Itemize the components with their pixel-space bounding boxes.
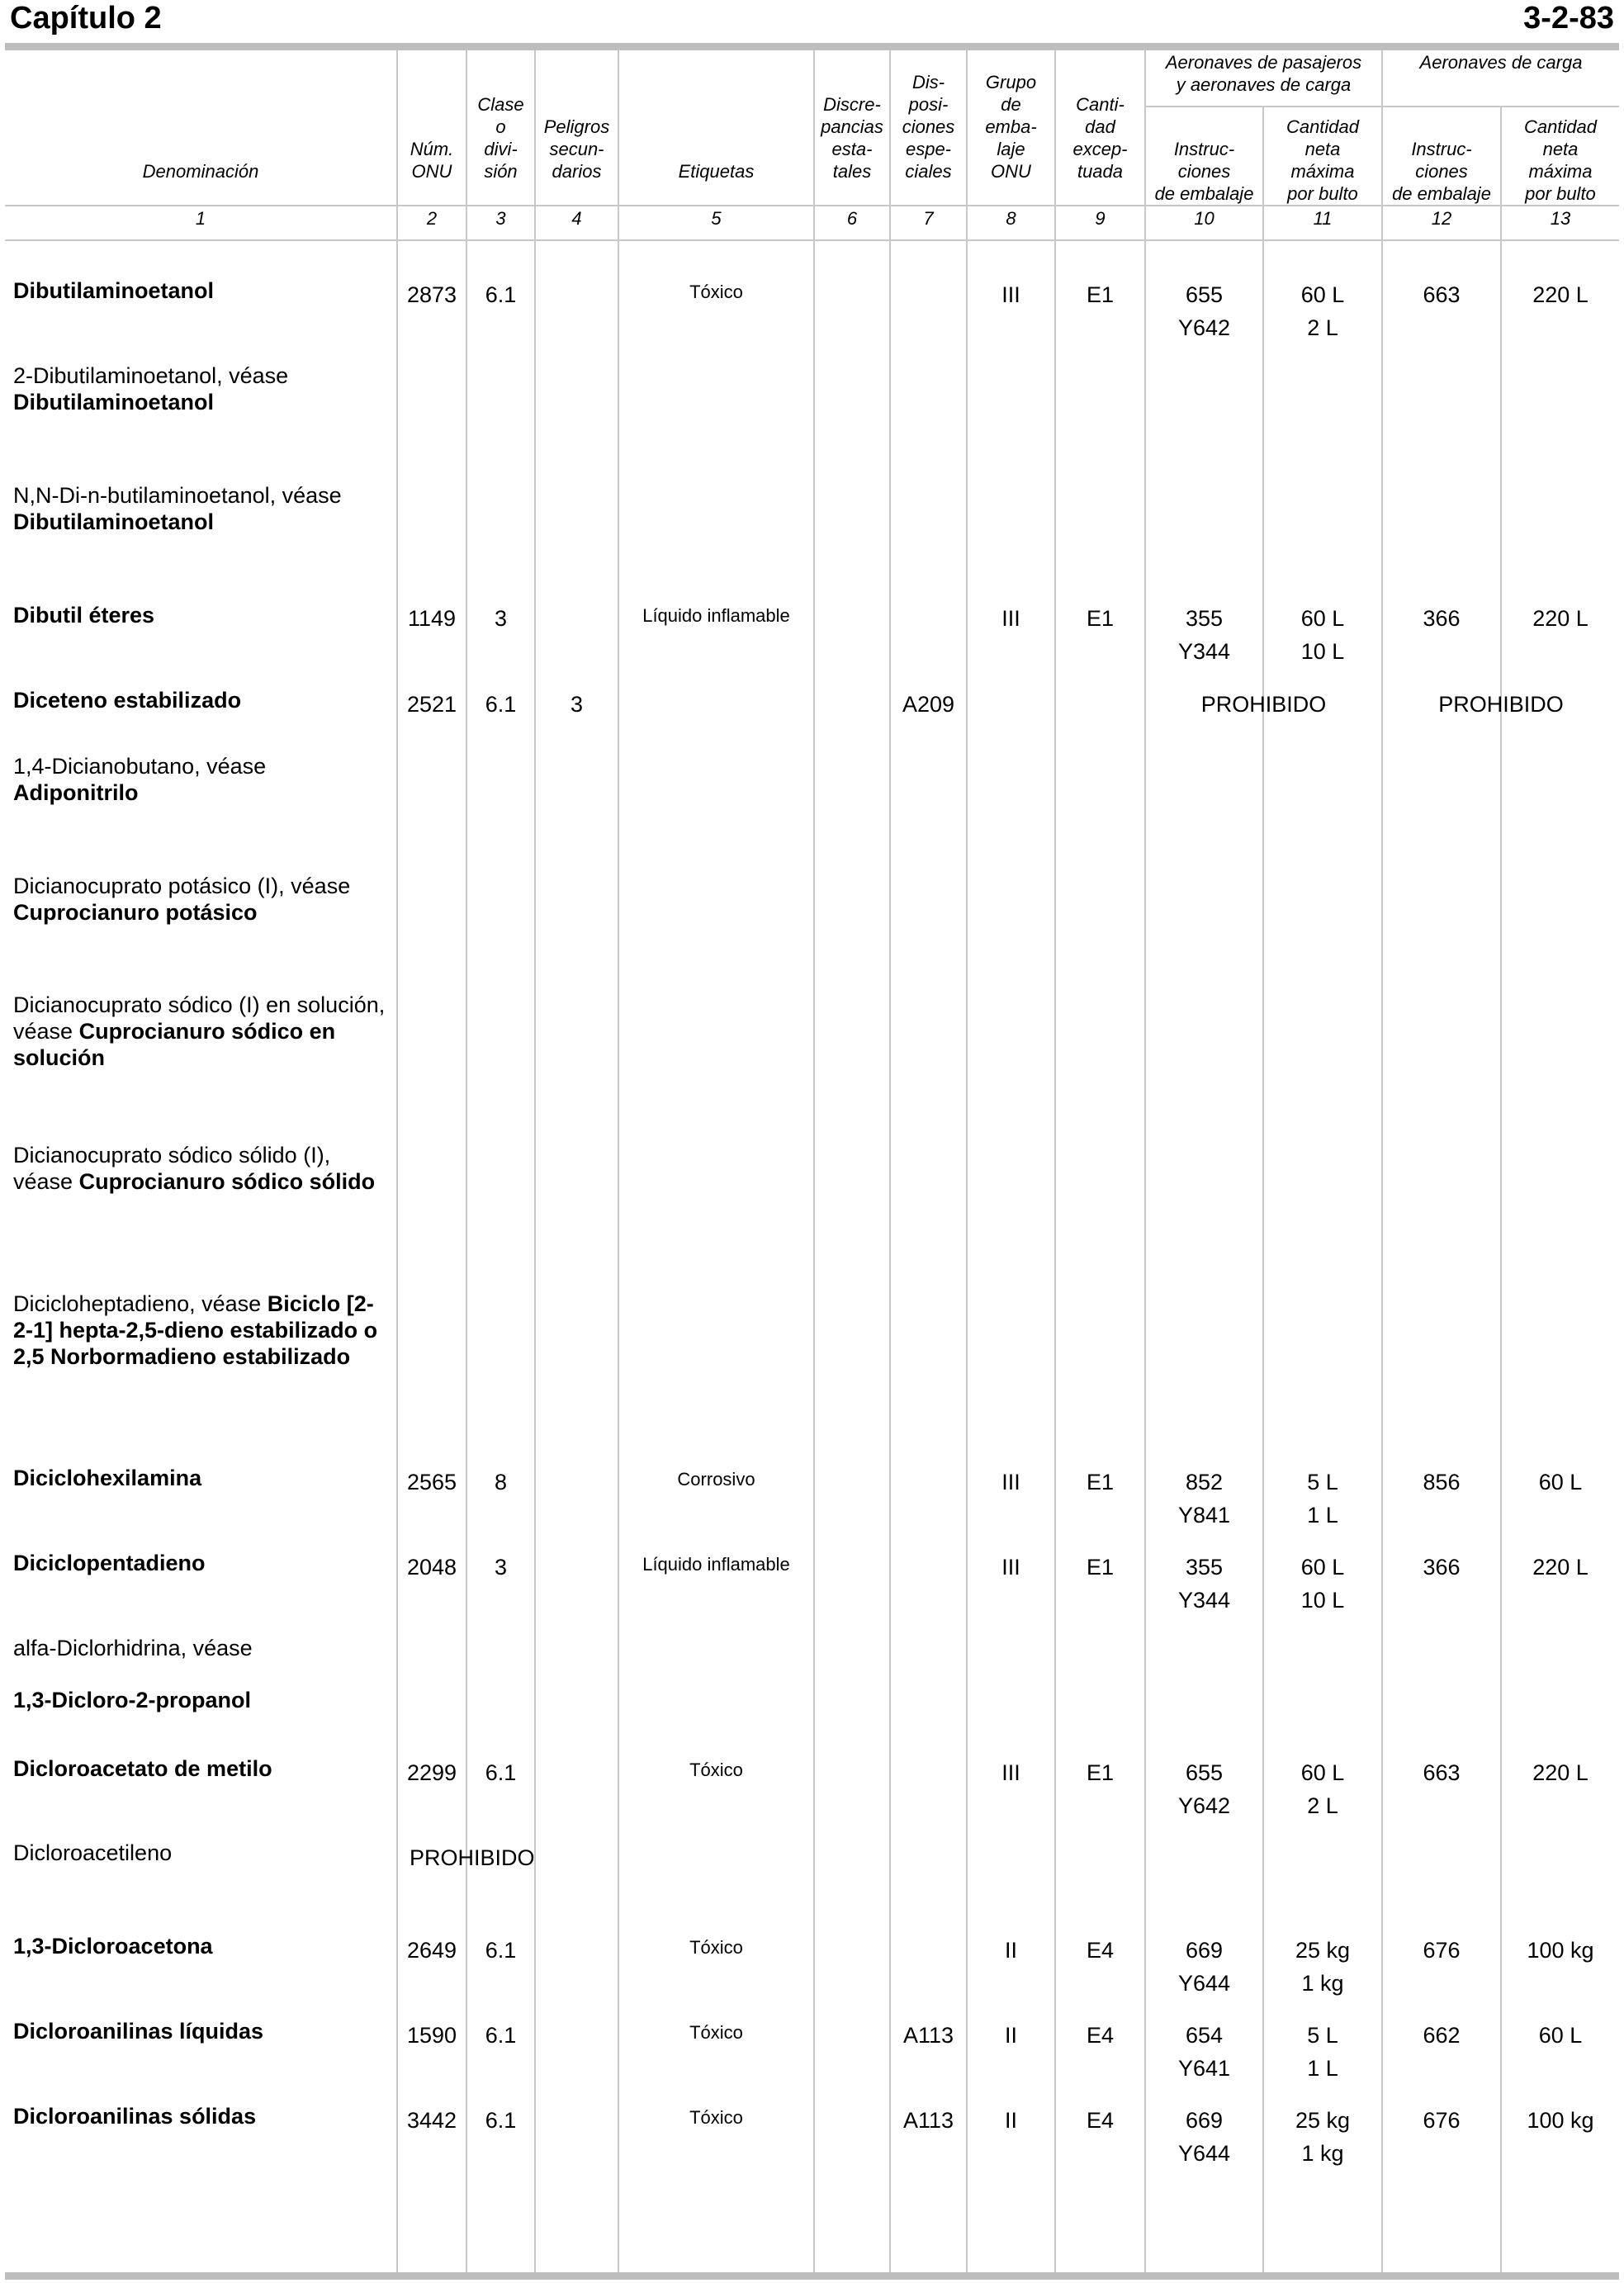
col-header-etiquetas: Etiquetas <box>678 161 755 182</box>
cell-class: 6.1 <box>485 2023 517 2048</box>
table-row: 1,4-Dicianobutano, véase Adiponitrilo <box>13 754 267 805</box>
cell-qty-cao: 220 L <box>1532 1760 1588 1785</box>
cell-packing-group: II <box>1004 2108 1017 2133</box>
cell-special-provisions: A113 <box>902 2108 954 2133</box>
cell-qty-cao: 100 kg <box>1527 2108 1594 2133</box>
page-header <box>10 0 1614 46</box>
col-number: 10 <box>1194 208 1214 229</box>
col-header-instrucciones-pax: Instruc- ciones de embalaje <box>1154 139 1254 204</box>
cell-packing-group: II <box>1004 2023 1017 2048</box>
cell-excepted-qty: E1 <box>1086 606 1115 631</box>
cell-pi-cao: 366 <box>1423 1555 1461 1580</box>
cell-qty-cao: 220 L <box>1532 282 1588 307</box>
col-header-discrepancias: Discre- pancias esta- tales <box>821 94 883 182</box>
col-header-denominacion: Denominación <box>142 161 259 182</box>
cell-qty-pax: 25 kg 1 kg <box>1295 2108 1351 2166</box>
cell-packing-group: III <box>1001 1760 1020 1785</box>
cell-class: 6.1 <box>485 1760 517 1785</box>
cell-packing-group: III <box>1001 1470 1020 1494</box>
cell-packing-group: III <box>1001 1555 1020 1580</box>
cell-qty-pax: 5 L 1 L <box>1307 1470 1338 1528</box>
cell-pi-pax: 655 Y642 <box>1177 282 1231 340</box>
cell-qty-pax: 60 L 2 L <box>1300 282 1345 340</box>
col-number: 5 <box>711 208 722 229</box>
cell-class: 3 <box>494 606 508 631</box>
cell-un: 3442 <box>406 2108 457 2133</box>
col-number: 11 <box>1313 208 1333 229</box>
table-row: Dicianocuprato sódico (I) en solución, véase Cuprocianuro sódico en solución <box>13 992 386 1070</box>
col-number: 12 <box>1431 208 1452 229</box>
cell-label: Tóxico <box>689 1760 743 1780</box>
cell-special-provisions: A113 <box>902 2023 954 2048</box>
cell-pi-pax: 669 Y644 <box>1177 2108 1231 2166</box>
table-row: 2-Dibutilaminoetanol, véase Dibutilaminoetanol <box>13 363 289 414</box>
cell-un: 1590 <box>406 2023 457 2048</box>
cell-class: 6.1 <box>485 282 517 307</box>
table-row: Dicloroanilinas líquidas <box>13 2019 264 2044</box>
cell-label: Tóxico <box>689 2022 743 2043</box>
page-number: 3-2-83 <box>1523 1 1614 36</box>
col-header-clase: Clase o divi- sión <box>477 94 524 182</box>
table-row: Dicloroanilinas sólidas <box>13 2104 257 2129</box>
cell-excepted-qty: E4 <box>1086 2108 1115 2133</box>
cell-un: 2649 <box>406 1938 457 1963</box>
cell-qty-cao: 100 kg <box>1527 1938 1594 1963</box>
col-number: 6 <box>846 208 858 229</box>
table-row: 1,3-Dicloroacetona <box>13 1934 213 1959</box>
cell-qty-cao: 220 L <box>1532 1555 1588 1580</box>
group-header-carga: Aeronaves de carga <box>1419 52 1583 73</box>
table-row: Dicloroacetileno <box>13 1840 173 1865</box>
cell-label: Tóxico <box>689 282 743 302</box>
cell-row-prohibited: PROHIBIDO <box>410 1845 535 1870</box>
cell-special-provisions: A209 <box>902 692 955 717</box>
cell-qty-pax: 60 L 10 L <box>1300 1555 1345 1613</box>
cell-class: 3 <box>494 1555 508 1580</box>
group-header-pasajeros: Aeronaves de pasajeros y aeronaves de carga <box>1165 52 1362 95</box>
table-row: Diciclopentadieno <box>13 1551 206 1575</box>
table-row-continuation: 1,3-Dicloro-2-propanol <box>13 1688 252 1712</box>
col-number: 4 <box>571 208 582 229</box>
cell-un: 2521 <box>406 692 457 717</box>
cell-pi-cao: 676 <box>1423 1938 1461 1963</box>
cell-un: 1149 <box>407 606 457 631</box>
col-number: 1 <box>195 208 206 229</box>
cell-pi-cao: 676 <box>1423 2108 1461 2133</box>
cell-qty-cao: 60 L <box>1538 1470 1583 1494</box>
col-line-3 <box>534 50 536 2272</box>
col-line-5 <box>813 50 815 2272</box>
cell-excepted-qty: E4 <box>1086 1938 1115 1963</box>
cell-excepted-qty: E1 <box>1086 1555 1115 1580</box>
col-header-grupo: Grupo de emba- laje ONU <box>985 72 1037 182</box>
cell-packing-group: III <box>1001 606 1020 631</box>
cell-packing-group: III <box>1001 282 1020 307</box>
cell-class: 6.1 <box>485 1938 517 1963</box>
cell-pi-pax: 355 Y344 <box>1177 606 1231 664</box>
cell-packing-group: II <box>1004 1938 1017 1963</box>
chapter-title: Capítulo 2 <box>10 1 162 36</box>
table-row: Dicloroacetato de metilo <box>13 1756 272 1781</box>
column-number-divider <box>5 239 1619 241</box>
cell-label: Tóxico <box>689 2107 743 2128</box>
cell-label: Corrosivo <box>677 1469 755 1490</box>
col-line-6 <box>889 50 891 2272</box>
table-row: Dibutil éteres <box>13 603 155 628</box>
cell-label: Líquido inflamable <box>642 605 790 626</box>
cell-qty-cao: 60 L <box>1538 2023 1583 2048</box>
col-header-cantidad-pax: Cantidad neta máxima por bulto <box>1285 116 1360 204</box>
cell-pi-cao: 662 <box>1423 2023 1461 2048</box>
cell-pi-pax: 355 Y344 <box>1177 1555 1231 1613</box>
cell-excepted-qty: E1 <box>1086 1760 1115 1785</box>
cell-class: 6.1 <box>485 692 517 717</box>
cell-qty-pax: 25 kg 1 kg <box>1295 1938 1351 1996</box>
cell-qty-pax: 60 L 2 L <box>1300 1760 1345 1818</box>
cell-un: 2873 <box>406 282 457 307</box>
cell-excepted-qty: E1 <box>1086 1470 1115 1494</box>
col-number: 7 <box>923 208 934 229</box>
cell-un: 2048 <box>406 1555 457 1580</box>
col-header-disposiciones: Dis- posi- ciones espe- ciales <box>902 72 955 182</box>
cell-class: 8 <box>494 1470 508 1494</box>
cell-pi-cao: 663 <box>1423 282 1461 307</box>
col-number: 8 <box>1006 208 1016 229</box>
cell-pi-pax: 654 Y641 <box>1177 2023 1231 2081</box>
cell-pi-pax: 669 Y644 <box>1177 1938 1231 1996</box>
col-header-cantidad-exceptuada: Canti- dad excep- tuada <box>1072 94 1128 182</box>
cell-cao-prohibited: PROHIBIDO <box>1438 692 1564 717</box>
cell-pi-cao: 663 <box>1423 1760 1461 1785</box>
cell-un: 2565 <box>406 1470 457 1494</box>
col-number: 3 <box>495 208 506 229</box>
top-rule <box>5 43 1619 50</box>
bottom-rule <box>5 2272 1619 2280</box>
cell-pi-pax: 852 Y841 <box>1177 1470 1231 1528</box>
table-row: N,N-Di-n-butilaminoetanol, véase Dibutilaminoetanol <box>13 483 342 534</box>
cell-label: Tóxico <box>689 1937 743 1958</box>
cell-un: 2299 <box>406 1760 457 1785</box>
table-row: Dicianocuprato potásico (I), véase Cuprocianuro potásico <box>13 874 351 925</box>
cell-pi-cao: 366 <box>1423 606 1461 631</box>
cell-class: 6.1 <box>485 2108 517 2133</box>
table-row: Dibutilaminoetanol <box>13 278 214 303</box>
col-header-peligros: Peligros secun- darios <box>543 116 610 182</box>
table-row: Diceteno estabilizado <box>13 688 242 713</box>
col-header-instrucciones-cao: Instruc- ciones de embalaje <box>1392 139 1491 204</box>
cell-qty-cao: 220 L <box>1532 606 1588 631</box>
col-header-cantidad-cao: Cantidad neta máxima por bulto <box>1523 116 1598 204</box>
cell-qty-pax: 5 L 1 L <box>1307 2023 1338 2081</box>
cell-label: Líquido inflamable <box>642 1554 790 1575</box>
cell-excepted-qty: E4 <box>1086 2023 1115 2048</box>
col-number: 9 <box>1095 208 1106 229</box>
col-header-num-onu: Núm. ONU <box>410 139 454 182</box>
cell-qty-pax: 60 L 10 L <box>1300 606 1345 664</box>
col-number: 2 <box>426 208 438 229</box>
cell-pax-prohibited: PROHIBIDO <box>1200 692 1327 717</box>
table-row: Dicicloheptadieno, véase Biciclo [2-2-1] hepta-2,5-dieno estabilizado o 2,5 Norbormadieno estabilizado <box>13 1291 378 1369</box>
table-row: Dicianocuprato sódico sólido (I), véase Cuprocianuro sódico sólido <box>13 1143 376 1194</box>
cell-excepted-qty: E1 <box>1086 282 1115 307</box>
cell-pi-cao: 856 <box>1423 1470 1461 1494</box>
col-number: 13 <box>1550 208 1571 229</box>
table-row: alfa-Diclorhidrina, véase <box>13 1636 253 1660</box>
cell-pi-pax: 655 Y642 <box>1177 1760 1231 1818</box>
table-row: Diciclohexilamina <box>13 1466 202 1490</box>
cell-subsidiary-hazard: 3 <box>570 692 584 717</box>
